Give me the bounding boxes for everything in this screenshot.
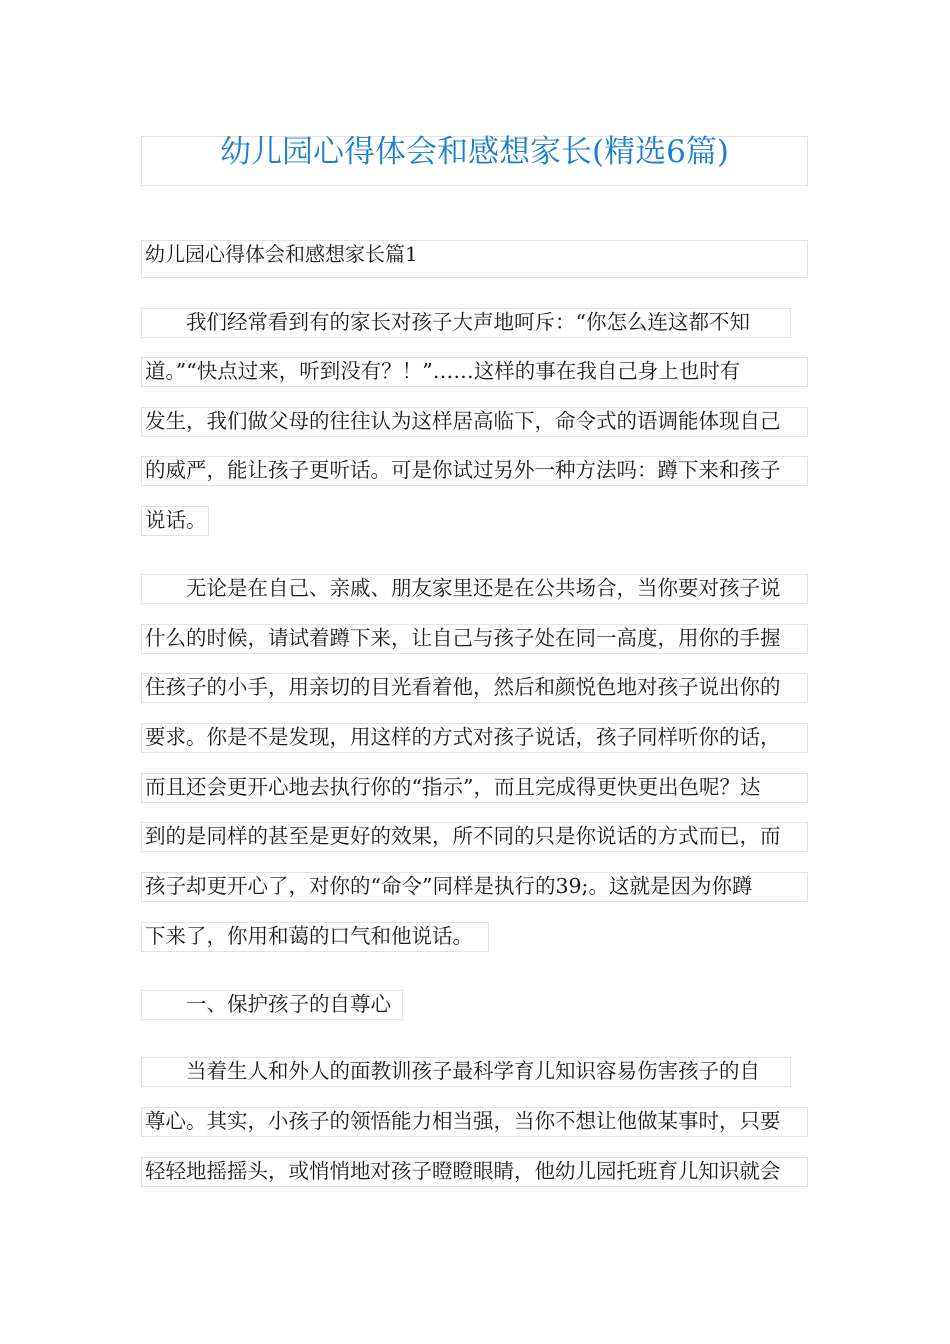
paragraph-line-text: 我们经常看到有的家长对孩子大声地呵斥：“你怎么连这都不知 [186, 310, 750, 334]
paragraph-line [141, 308, 791, 338]
paragraph-line-text: 尊心。其实，小孩子的领悟能力相当强，当你不想让他做某事时，只要 [145, 1109, 781, 1133]
paragraph-line [141, 1107, 808, 1137]
paragraph-line-text: 无论是在自己、亲戚、朋友家里还是在公共场合，当你要对孩子说 [186, 576, 781, 600]
section-heading: 幼儿园心得体会和感想家长篇1 [141, 240, 808, 278]
paragraph-line-text: 道。”“快点过来，听到没有？！”……这样的事在我自己身上也时有 [145, 359, 741, 383]
paragraph-line-text: 什么的时候，请试着蹲下来，让自己与孩子处在同一高度，用你的手握 [145, 626, 781, 650]
paragraph-line [141, 1057, 791, 1087]
paragraph-line-text: 当着生人和外人的面教训孩子最科学育儿知识容易伤害孩子的自 [186, 1059, 760, 1083]
paragraph-line-text: 一、保护孩子的自尊心 [186, 992, 391, 1016]
paragraph-line-text: 而且还会更开心地去执行你的“指示”，而且完成得更快更出色呢？达 [145, 775, 761, 799]
paragraph-line-text: 要求。你是不是发现，用这样的方式对孩子说话，孩子同样听你的话， [145, 725, 781, 749]
paragraph-line-text: 下来了，你用和蔼的口气和他说话。 [145, 924, 473, 948]
paragraph-line [141, 574, 808, 604]
paragraph-line [141, 407, 808, 437]
paragraph-line [141, 673, 808, 703]
paragraph-line [141, 773, 808, 803]
paragraph-line-text: 轻轻地摇摇头，或悄悄地对孩子瞪瞪眼睛，他幼儿园托班育儿知识就会 [145, 1159, 781, 1183]
paragraph-line [141, 1157, 808, 1187]
paragraph-line-text: 孩子却更开心了，对你的“命令”同样是执行的39;。这就是因为你蹲 [145, 874, 753, 898]
document-title: 幼儿园心得体会和感想家长(精选6篇) [141, 136, 808, 186]
paragraph-line [141, 624, 808, 654]
paragraph-line-text: 发生，我们做父母的往往认为这样居高临下，命令式的语调能体现自己 [145, 409, 781, 433]
paragraph-line-text: 住孩子的小手，用亲切的目光看着他，然后和颜悦色地对孩子说出你的 [145, 675, 781, 699]
paragraph-line [141, 723, 808, 753]
paragraph-line-text: 到的是同样的甚至是更好的效果，所不同的只是你说话的方式而已，而 [145, 824, 781, 848]
paragraph-line [141, 990, 403, 1020]
paragraph-line [141, 872, 808, 902]
paragraph-line-text: 的威严，能让孩子更听话。可是你试过另外一种方法吗：蹲下来和孩子 [145, 458, 781, 482]
paragraph-line [141, 822, 808, 852]
paragraph-line [141, 357, 808, 387]
paragraph-line [141, 922, 489, 952]
paragraph-line [141, 506, 209, 536]
paragraph-line [141, 456, 808, 486]
paragraph-line-text: 说话。 [145, 508, 207, 532]
